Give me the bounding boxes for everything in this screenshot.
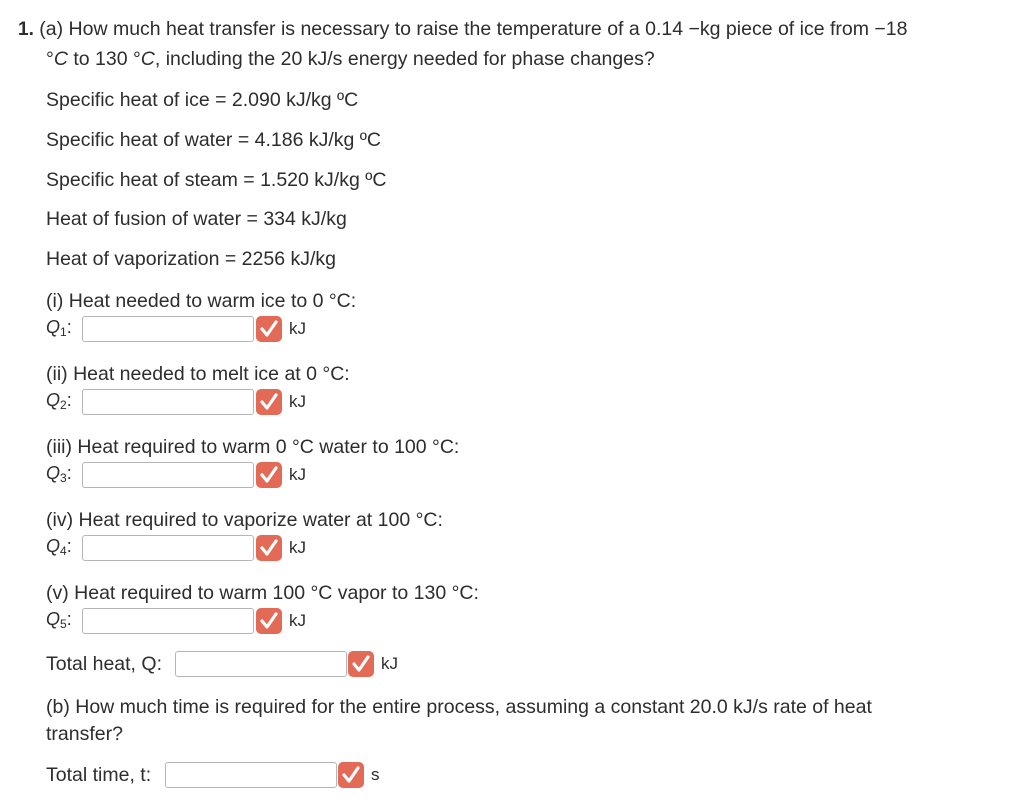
step-1-prompt (46, 289, 356, 313)
step-5-text: (v) Heat required to warm (46, 582, 273, 604)
q5-subscript: 5 (60, 617, 67, 631)
q4-subscript: 4 (60, 544, 67, 558)
total-time-input[interactable] (165, 762, 337, 788)
q3-label: $Q_3$: (46, 463, 72, 485)
celsius-symbol: C (53, 48, 68, 70)
q1-subscript: 1 (60, 325, 67, 339)
part-b-line-2: transfer? (46, 723, 123, 745)
q4-input[interactable] (82, 535, 254, 561)
part-a-intro: (a) How much heat transfer is necessary to raise the temperature of a (39, 18, 646, 40)
step-3-text: (iii) Heat required to warm (46, 436, 276, 458)
step-1-text: (i) Heat needed to warm ice to (46, 290, 313, 312)
step-5-temps: 100 °C vapor to 130 °C: (272, 582, 479, 604)
including-text: , including the (154, 48, 281, 70)
deg-symbol: ° (46, 48, 54, 70)
total-time-label: Total time, t: (46, 764, 152, 786)
constant-steam-specific-heat: Specific heat of steam = 1.520 kJ/kg ºC (46, 169, 387, 191)
energy-rate: 20 kJ/s (280, 48, 343, 70)
q5-input[interactable] (82, 608, 254, 634)
q5-symbol: Q (46, 609, 61, 629)
q5-check-icon (256, 608, 282, 634)
q1-unit: kJ (289, 319, 306, 338)
start-temp: −18 (874, 18, 908, 40)
q1-symbol: Q (46, 317, 61, 337)
part-a-mid: piece of ice from (720, 18, 875, 40)
celsius-symbol-2: C (140, 48, 155, 70)
total-heat-label: Total heat, Q: (46, 653, 162, 675)
constant-water-specific-heat: Specific heat of water = 4.186 kJ/kg ºC (46, 129, 382, 151)
q4-check-icon (256, 535, 282, 561)
total-heat-unit: kJ (381, 654, 398, 673)
q2-label: $Q_2$: (46, 390, 72, 412)
end-temp: 130 (95, 48, 128, 70)
step-2-temps: 0 °C: (306, 363, 350, 385)
q5-unit: kJ (289, 611, 306, 630)
step-3-prompt (46, 435, 459, 459)
step-1-temps: 0 °C: (312, 290, 357, 312)
to-word: to (67, 48, 96, 70)
q3-symbol: Q (46, 463, 61, 483)
q1-check-icon (256, 316, 282, 342)
q4-unit: kJ (289, 538, 306, 557)
q2-check-icon (256, 389, 282, 415)
constant-ice-specific-heat: Specific heat of ice = 2.090 kJ/kg ºC (46, 89, 359, 111)
total-time-unit: s (371, 765, 380, 784)
q3-check-icon (256, 462, 282, 488)
step-4-text: (iv) Heat required to vaporize water at (46, 509, 378, 531)
total-heat-input[interactable] (175, 651, 347, 677)
q3-subscript: 3 (60, 471, 67, 485)
step-2-prompt (46, 362, 350, 386)
phase-change-text: energy needed for phase changes? (342, 48, 655, 70)
q4-label: $Q_4$: (46, 536, 72, 558)
q3-input[interactable] (82, 462, 254, 488)
q4-symbol: Q (46, 536, 61, 556)
step-3-temps: 0 °C water to 100 °C: (275, 436, 460, 458)
constant-heat-of-fusion: Heat of fusion of water = 334 kJ/kg (46, 208, 347, 230)
question-line-2 (46, 47, 655, 71)
step-4-prompt (46, 508, 443, 532)
q2-input[interactable] (82, 389, 254, 415)
mass-unit: −kg (683, 18, 721, 40)
total-heat-check-icon (348, 651, 374, 677)
part-b-line-1: (b) How much time is required for the entire process, assuming a constant 20.0 kJ/s rate of heat (46, 696, 872, 718)
deg-symbol-2: ° (132, 48, 141, 70)
step-2-text: (ii) Heat needed to melt ice at (46, 363, 307, 385)
question-number: 1. (18, 19, 34, 40)
q2-unit: kJ (289, 392, 306, 411)
total-time-check-icon (338, 762, 364, 788)
q5-label: $Q_5$: (46, 609, 72, 631)
step-5-prompt (46, 581, 479, 605)
q2-symbol: Q (46, 390, 61, 410)
mass-value: 0.14 (645, 18, 684, 40)
step-4-temps: 100 °C: (377, 509, 443, 531)
q1-label: $Q_1$: (46, 317, 72, 339)
constant-heat-of-vaporization: Heat of vaporization = 2256 kJ/kg (46, 248, 336, 270)
question-line-1 (18, 17, 907, 42)
q1-input[interactable] (82, 316, 254, 342)
q2-subscript: 2 (60, 398, 67, 412)
q3-unit: kJ (289, 465, 306, 484)
